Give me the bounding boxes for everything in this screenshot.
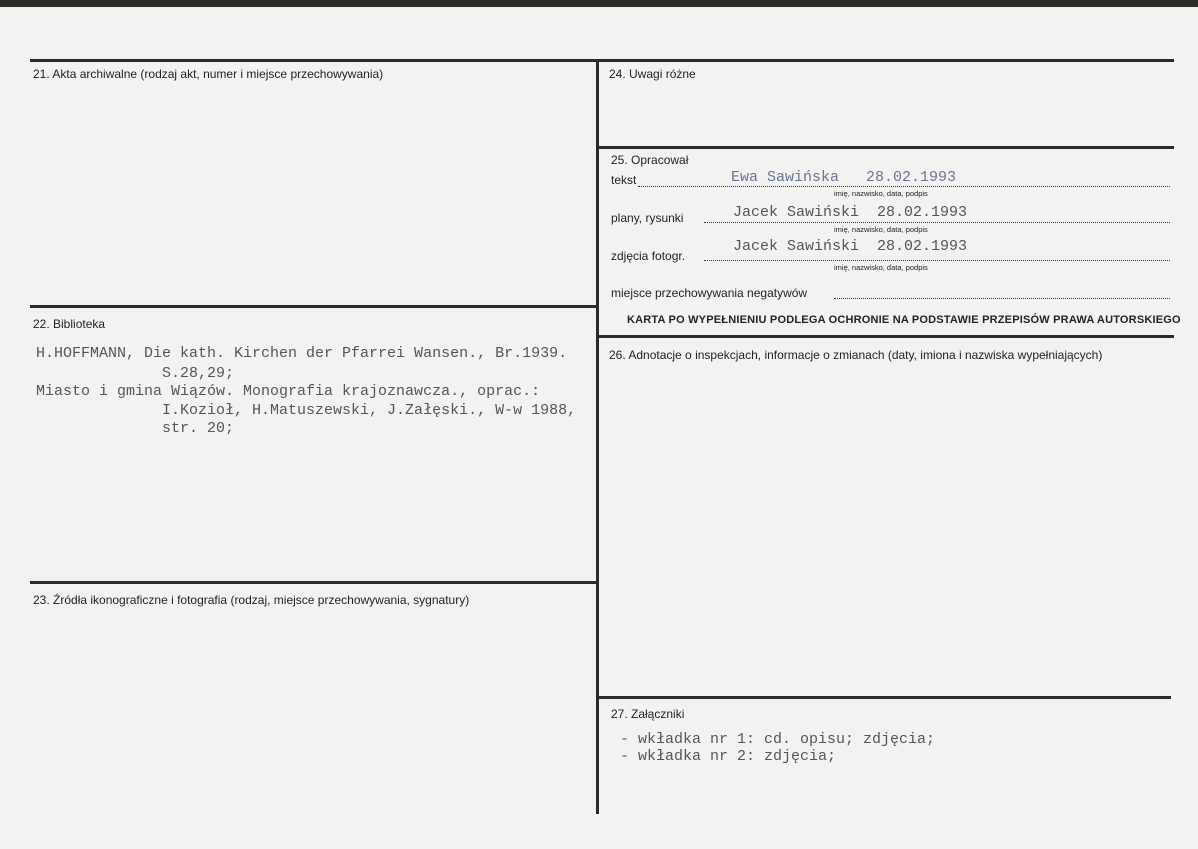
negatives-location-line — [834, 298, 1170, 299]
section-24-label: 24. Uwagi różne — [609, 67, 696, 81]
text-author-line — [638, 186, 1170, 187]
section-22-label: 22. Biblioteka — [33, 317, 106, 331]
column-divider — [596, 59, 599, 814]
plans-author-line — [704, 222, 1170, 223]
section-23-label: 23. Źródła ikonograficzne i fotografia (rodzaj, miejsce przechowywania, sygnatury) — [33, 593, 470, 607]
rule-25-26 — [598, 335, 1174, 338]
negatives-location-label: miejsce przechowywania negatywów — [611, 286, 808, 300]
section-21-label: 21. Akta archiwalne (rodzaj akt, numer i miejsce przechowywania) — [33, 67, 384, 81]
attachment-line-1: - wkładka nr 1: cd. opisu; zdjęcia; — [620, 731, 936, 748]
text-author-value: Ewa Sawińska 28.02.1993 — [731, 169, 957, 186]
rule-24-25 — [598, 146, 1174, 149]
library-entry-line-5: str. 20; — [36, 420, 235, 437]
attachment-line-2: - wkładka nr 2: zdjęcia; — [620, 748, 837, 765]
plans-author-field-label: plany, rysunki — [611, 211, 684, 225]
photos-author-field-label: zdjęcia fotogr. — [611, 249, 686, 263]
photos-author-caption: imię, nazwisko, data, podpis — [834, 263, 928, 272]
photos-author-value: Jacek Sawiński 28.02.1993 — [733, 238, 968, 255]
plans-author-value: Jacek Sawiński 28.02.1993 — [733, 204, 968, 221]
library-entry-line-3: Miasto i gmina Wiązów. Monografia krajoznawcza., oprac.: — [36, 383, 541, 400]
rule-22-23 — [30, 581, 598, 584]
plans-author-caption: imię, nazwisko, data, podpis — [834, 225, 928, 234]
text-author-field-label: tekst — [611, 173, 637, 187]
copyright-notice: KARTA PO WYPEŁNIENIU PODLEGA OCHRONIE NA PODSTAWIE PRZEPISÓW PRAWA AUTORSKIEGO — [627, 314, 1181, 326]
section-26-label: 26. Adnotacje o inspekcjach, informacje o zmianach (daty, imiona i nazwiska wypełniających) — [609, 348, 1103, 362]
text-author-caption: imię, nazwisko, data, podpis — [834, 189, 928, 198]
section-25-label: 25. Opracował — [611, 153, 689, 167]
library-entry-line-2: S.28,29; — [36, 365, 235, 382]
rule-21-22 — [30, 305, 598, 308]
library-entry-line-4: I.Kozioł, H.Matuszewski, J.Załęski., W-w 1988, — [36, 402, 577, 419]
library-entry-line-1: H.HOFFMANN, Die kath. Kirchen der Pfarrei Wansen., Br.1939. — [36, 345, 568, 362]
section-27-label: 27. Załączniki — [611, 707, 685, 721]
photos-author-line — [704, 260, 1170, 261]
rule-26-27 — [598, 696, 1171, 699]
scan-top-edge — [0, 0, 1198, 7]
top-rule — [30, 59, 1174, 62]
